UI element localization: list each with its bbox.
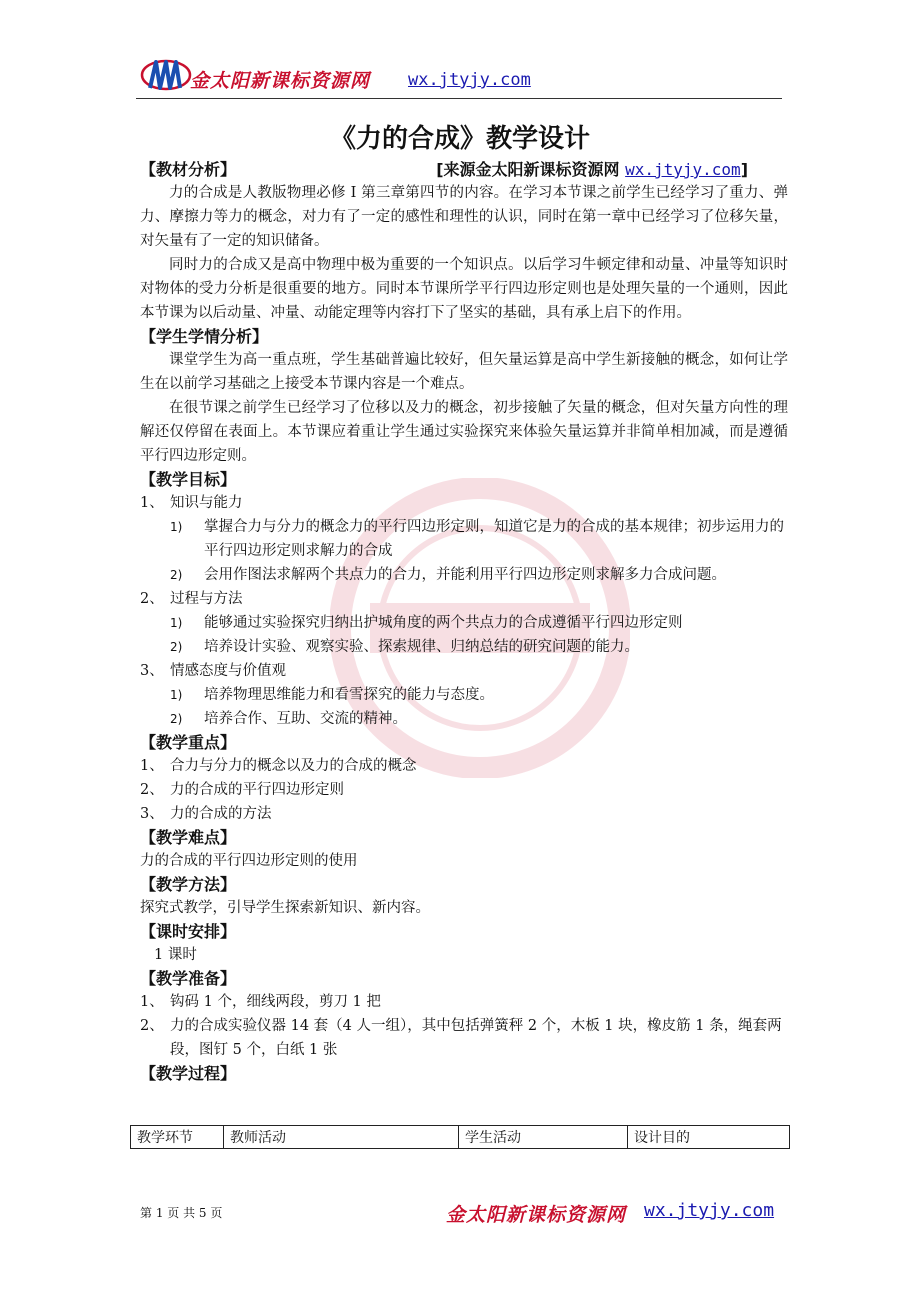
table-header-cell: 教学环节 bbox=[131, 1126, 224, 1149]
table-header-cell: 设计目的 bbox=[628, 1126, 790, 1149]
item-text: 过程与方法 bbox=[170, 591, 243, 607]
section-heading: 【教学准备】 bbox=[140, 969, 237, 988]
item-number: 1、 bbox=[140, 495, 164, 511]
item-text: 培养设计实验、观察实验、探索规律、归纳总结的研究问题的能力。 bbox=[204, 639, 639, 655]
source-note bbox=[436, 158, 748, 181]
goal-item bbox=[140, 491, 788, 515]
item-text: 培养物理思维能力和看雪探究的能力与态度。 bbox=[204, 687, 494, 703]
list-item bbox=[140, 990, 788, 1014]
list-item bbox=[140, 1014, 788, 1062]
sub-goal-item bbox=[140, 611, 788, 635]
page-number: 第 1 页 共 5 页 bbox=[140, 1206, 223, 1220]
sub-goal-item bbox=[140, 563, 788, 587]
section-heading: 【学生学情分析】 bbox=[140, 327, 269, 346]
item-text: 力的合成的方法 bbox=[170, 806, 272, 822]
paragraph: 课堂学生为高一重点班，学生基础普遍比较好，但矢量运算是高中学生新接触的概念，如何让学生在以前学习基础之上接受本节课内容是一个难点。 bbox=[140, 352, 788, 392]
footer-brand: 金太阳新课标资源网 bbox=[446, 1204, 627, 1226]
header-url-link[interactable]: wx.jtyjy.com bbox=[408, 70, 531, 90]
source-url-link[interactable]: wx.jtyjy.com bbox=[625, 160, 741, 179]
section-heading: 【教材分析】 bbox=[140, 160, 237, 179]
document-body bbox=[140, 158, 788, 1085]
goal-item bbox=[140, 659, 788, 683]
item-number: 2、 bbox=[140, 1018, 164, 1034]
section-heading: 【教学目标】 bbox=[140, 470, 237, 489]
item-text: 掌握合力与分力的概念力的平行四边形定则，知道它是力的合成的基本规律；初步运用力的平行四边形定则求解力的合成 bbox=[204, 519, 784, 559]
item-text: 会用作图法求解两个共点力的合力，并能利用平行四边形定则求解多力合成问题。 bbox=[204, 567, 726, 583]
goal-item bbox=[140, 587, 788, 611]
brand-logo-icon bbox=[140, 54, 192, 96]
item-number: 2、 bbox=[140, 782, 164, 798]
section-heading: 【课时安排】 bbox=[140, 922, 237, 941]
item-number: 2) bbox=[170, 712, 183, 726]
item-text: 力的合成实验仪器 14 套（4 人一组），其中包括弹簧秤 2 个，木板 1 块，橡皮筋 1 条，绳套两段，图钉 5 个，白纸 1 张 bbox=[170, 1018, 782, 1058]
sub-goal-item bbox=[140, 683, 788, 707]
item-text: 合力与分力的概念以及力的合成的概念 bbox=[170, 758, 417, 774]
item-number: 3、 bbox=[140, 806, 164, 822]
sub-goal-item bbox=[140, 515, 788, 563]
section-heading: 【教学重点】 bbox=[140, 733, 237, 752]
sub-goal-item bbox=[140, 635, 788, 659]
item-number: 2) bbox=[170, 640, 183, 654]
section-text: 1 课时 bbox=[154, 947, 197, 963]
item-text: 情感态度与价值观 bbox=[170, 663, 286, 679]
footer-url-link[interactable]: wx.jtyjy.com bbox=[644, 1200, 775, 1221]
source-suffix: ] bbox=[740, 160, 748, 179]
item-number: 2) bbox=[170, 568, 183, 582]
item-text: 能够通过实验探究归纳出护城角度的两个共点力的合成遵循平行四边形定则 bbox=[204, 615, 683, 631]
item-number: 1) bbox=[170, 688, 183, 702]
section-heading: 【教学方法】 bbox=[140, 875, 237, 894]
item-text: 力的合成的平行四边形定则 bbox=[170, 782, 344, 798]
process-table bbox=[130, 1125, 790, 1149]
item-number: 1、 bbox=[140, 994, 164, 1010]
item-number: 1) bbox=[170, 520, 183, 534]
page-header bbox=[136, 52, 782, 99]
list-item bbox=[140, 754, 788, 778]
header-brand: 金太阳新课标资源网 bbox=[190, 70, 371, 92]
item-text: 钩码 1 个，细线两段，剪刀 1 把 bbox=[170, 994, 381, 1010]
sub-goal-item bbox=[140, 707, 788, 731]
section-textbook-analysis-header bbox=[140, 158, 788, 181]
table-header-cell: 教师活动 bbox=[224, 1126, 459, 1149]
table-header-cell: 学生活动 bbox=[459, 1126, 628, 1149]
item-number: 3、 bbox=[140, 663, 164, 679]
item-number: 1、 bbox=[140, 758, 164, 774]
item-number: 2、 bbox=[140, 591, 164, 607]
document-title: 《力的合成》教学设计 bbox=[329, 124, 590, 154]
section-heading: 【教学过程】 bbox=[140, 1064, 237, 1083]
table-header-row bbox=[131, 1126, 790, 1149]
paragraph: 力的合成是人教版物理必修 I 第三章第四节的内容。在学习本节课之前学生已经学习了重力、弹力、摩擦力等力的概念，对力有了一定的感性和理性的认识，同时在第一章中已经学习了位移矢量，对矢量有了一定的知识储备。 bbox=[140, 185, 788, 249]
paragraph: 在很节课之前学生已经学习了位移以及力的概念，初步接触了矢量的概念，但对矢量方向性的理解还仅停留在表面上。本节课应着重让学生通过实验探究来体验矢量运算并非简单相加减，而是遵循平行四边形定则。 bbox=[140, 400, 788, 464]
section-text: 力的合成的平行四边形定则的使用 bbox=[140, 853, 358, 869]
list-item bbox=[140, 802, 788, 826]
item-text: 培养合作、互助、交流的精神。 bbox=[204, 711, 407, 727]
section-text: 探究式教学，引导学生探索新知识、新内容。 bbox=[140, 900, 430, 916]
item-number: 1) bbox=[170, 616, 183, 630]
item-text: 知识与能力 bbox=[170, 495, 243, 511]
paragraph: 同时力的合成又是高中物理中极为重要的一个知识点。以后学习牛顿定律和动量、冲量等知识时对物体的受力分析是很重要的地方。同时本节课所学平行四边形定则也是处理矢量的一个通则，因此本节课为以后动量、冲量、动能定理等内容打下了坚实的基础，具有承上启下的作用。 bbox=[140, 257, 788, 321]
source-prefix: [来源金太阳新课标资源网 bbox=[436, 160, 620, 179]
section-heading: 【教学难点】 bbox=[140, 828, 237, 847]
list-item bbox=[140, 778, 788, 802]
